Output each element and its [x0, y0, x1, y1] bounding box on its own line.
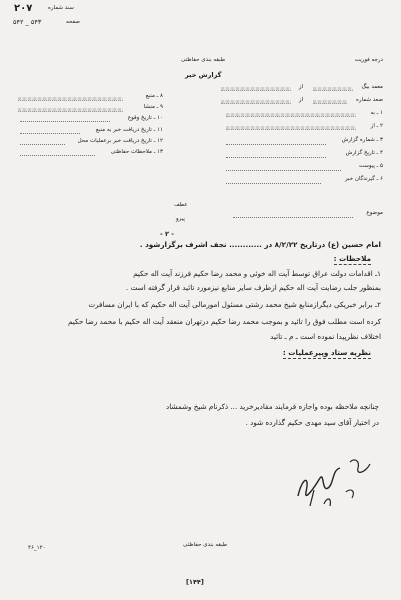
- classification-bottom: طبقه بندی حفاظتی: [183, 542, 228, 548]
- form-left-item: ۸ ـ منبع: [145, 93, 163, 99]
- form-left-item: ۱۰ ـ تاریخ وقوع: [127, 115, 163, 121]
- handwritten-signature: [280, 448, 390, 518]
- page-range: ۵۴۲ _ ۵۴۳: [13, 18, 42, 26]
- body-line: اختلاف نظرپیدا نموده است ـ م ـ تائید: [270, 332, 381, 341]
- dotted-line: [20, 144, 65, 145]
- form-right-row: [213, 84, 383, 95]
- classification-top: طبقه بندی حفاظتی: [181, 57, 226, 63]
- body-line: ۲ـ برابر خبریکی دیگرازمنابع شیخ محمد رشتی مسئول امورمالی آیت اله حکیم که با ایران مسافرت: [88, 300, 381, 309]
- reference-atf: عطف: [174, 202, 188, 208]
- form-row-label: معمد بیگ: [361, 84, 383, 90]
- form-row-from: از: [298, 84, 303, 90]
- report-title: گزارش خبر: [185, 71, 222, 79]
- dotted-line: [226, 170, 341, 171]
- form-right-item: ۲ ـ از: [370, 123, 383, 129]
- reference-peiro: پیرو: [176, 216, 185, 222]
- form-left-item: ۹ ـ منشا: [143, 104, 163, 110]
- redacted-text: [18, 108, 123, 112]
- form-row-label: صعد شماره: [356, 97, 383, 103]
- redacted-text: [313, 87, 353, 91]
- form-right-row: [213, 97, 383, 108]
- body-line: بمنظور جلب رضایت آیت اله حکیم ازطرف سایر منابع نیزمورد تائید قرار گرفته است .: [126, 283, 381, 292]
- form-left-item: ۱۳ ـ ملاحظات حفاظتی: [110, 149, 163, 155]
- form-right-item: ۶ ـ گیرندگان خبر: [345, 176, 383, 182]
- body-line: کرده است مطلب فوق را تائید و بموجب محمد رضا حکیم درتهران منعقد آیت اله حکیم با محمد رضا حکیم: [67, 317, 381, 326]
- body-line: ۱ـ اقدامات دولت عراق توسط آیت اله خوئی و محمد رضا حکیم فرزند آیت اله حکیم: [133, 269, 381, 278]
- form-right-item: ۳ ـ شماره گزارش: [341, 137, 383, 143]
- subject-label: موضوع: [366, 210, 383, 216]
- redacted-text: [226, 113, 356, 117]
- form-left-item: ۱۱ ـ تاریخ دریافت خبر به منبع: [95, 127, 163, 133]
- form-row-from: از: [298, 97, 303, 103]
- form-right-item: ۴ ـ تاریخ گزارش: [345, 150, 383, 156]
- form-left-item: ۱۲ ـ تاریخ دریافت خبر برعملیات محل: [77, 138, 163, 144]
- redacted-text: [221, 87, 291, 91]
- body-line: در اختیار آقای سید مهدی حکیم گذارده شود .: [245, 418, 379, 427]
- urgency-label: درجه فوریت: [354, 57, 383, 63]
- form-right-item: ۵ ـ پیوست: [358, 163, 383, 169]
- redacted-text: [226, 126, 356, 130]
- redacted-text: [313, 100, 347, 104]
- dotted-line: [20, 155, 95, 156]
- body-line: امام حسین (ع) درتاریخ ۸/۲/۲۲ در ............ نجف اشرف برگزارشود .: [139, 240, 381, 249]
- dotted-line: [226, 183, 321, 184]
- dotted-line: [233, 217, 353, 218]
- redacted-text: [18, 97, 123, 101]
- page-number: [۱۴۴]: [186, 578, 204, 586]
- form-right-item: ۱ ـ به: [370, 110, 383, 116]
- doc-number: ۲۰۷: [14, 3, 33, 14]
- dotted-line: [20, 121, 110, 122]
- body-line: چنانچه ملاحظه بوده واجازه فرمایند مقادیرخرید ... ذکرنام شیخ وشمشاد: [166, 402, 379, 411]
- dotted-line: [226, 144, 326, 145]
- page-label: صفحه: [66, 19, 80, 25]
- footer-code: ۴۶_۱۲۰: [28, 545, 46, 551]
- remarks-heading: ملاحظات :: [333, 254, 371, 263]
- redacted-text: [221, 100, 291, 104]
- page-marker: - ۲ -: [160, 230, 174, 238]
- dotted-line: [20, 133, 80, 134]
- staff-opinion-heading: نظریه ستاد وپیرعملیات :: [282, 348, 371, 357]
- doc-number-label: سند شماره: [48, 5, 74, 11]
- dotted-line: [226, 157, 326, 158]
